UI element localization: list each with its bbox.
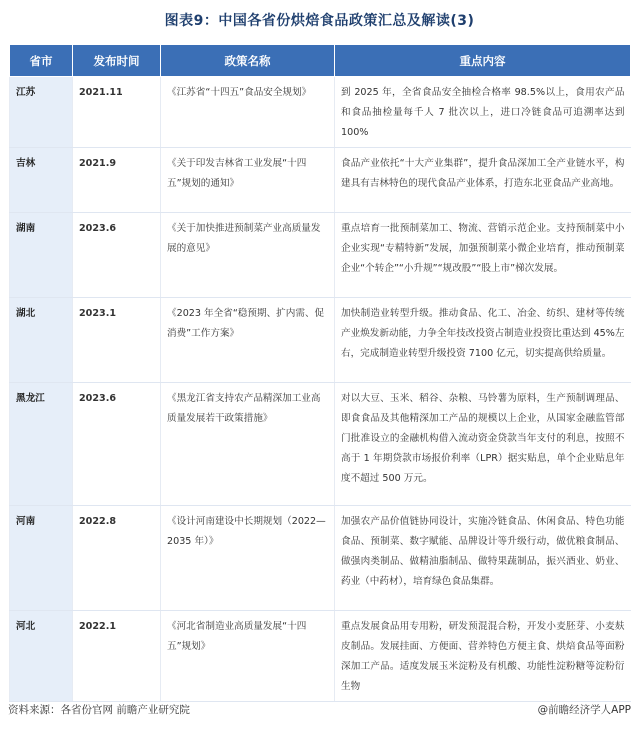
policy-cell: 《关于加快推进预制菜产业高质量发展的意见》 xyxy=(161,213,335,298)
content-cell: 加强农产品价值链协同设计，实施冷链食品、休闲食品、特色功能食品、预制菜、数字赋能、品牌设计等升级行动，做优粮食制品、做强肉类制品、做精油脂制品、做特果蔬制品，振兴酒业、奶业、药业（中药材），培育绿色食品集群。 xyxy=(335,506,631,611)
date-cell: 2022.8 xyxy=(73,506,161,611)
date-cell: 2021.9 xyxy=(73,148,161,213)
date-cell: 2022.1 xyxy=(73,611,161,702)
table-row xyxy=(10,213,631,298)
policy-cell: 《设计河南建设中长期规划（2022—2035 年）》 xyxy=(161,506,335,611)
header-province: 省市 xyxy=(10,45,73,77)
header-date: 发布时间 xyxy=(73,45,161,77)
content-cell: 加快制造业转型升级。推动食品、化工、冶金、纺织、建材等传统产业焕发新动能，力争全年技改投资占制造业投资比重达到 45%左右，完成制造业转型升级投资 7100 亿元，切实提高供给质量。 xyxy=(335,298,631,383)
province-cell: 湖南 xyxy=(10,213,73,298)
content-cell: 对以大豆、玉米、稻谷、杂粮、马铃薯为原料，生产预制调理品、即食食品及其他精深加工产品的规模以上企业，从国家金融监管部门批准设立的金融机构借入流动资金贷款当年支付的利息，按照不高于 1 年期贷款市场报价利率（LPR）据实贴息，单个企业贴息年度不超过 500 万元。 xyxy=(335,383,631,506)
content-cell: 重点发展食品用专用粉，研发预混混合粉，开发小麦胚芽、小麦麸皮制品。发展挂面、方便面、营养特色方便主食、烘焙食品等面粉深加工产品。适度发展玉米淀粉及有机酸、功能性淀粉糖等淀粉衍生物 xyxy=(335,611,631,702)
content-cell: 食品产业依托“十大产业集群”，提升食品深加工全产业链水平，构建具有吉林特色的现代食品产业体系，打造东北亚食品产业高地。 xyxy=(335,148,631,213)
policy-cell: 《2023 年全省“稳预期、扩内需、促消费”工作方案》 xyxy=(161,298,335,383)
policy-cell: 《江苏省“十四五”食品安全规划》 xyxy=(161,77,335,148)
table-header-row xyxy=(10,45,631,77)
province-cell: 河北 xyxy=(10,611,73,702)
date-cell: 2023.1 xyxy=(73,298,161,383)
province-cell: 河南 xyxy=(10,506,73,611)
header-policy: 政策名称 xyxy=(161,45,335,77)
table-row xyxy=(10,506,631,611)
table-row xyxy=(10,77,631,148)
date-cell: 2021.11 xyxy=(73,77,161,148)
table-row xyxy=(10,148,631,213)
content-cell: 到 2025 年，全省食品安全抽检合格率 98.5%以上，食用农产品和食品抽检量每千人 7 批次以上，进口冷链食品可追溯率达到 100% xyxy=(335,77,631,148)
province-cell: 湖北 xyxy=(10,298,73,383)
brand-credit: @前瞻经济学人APP xyxy=(537,704,631,716)
date-cell: 2023.6 xyxy=(73,383,161,506)
province-cell: 吉林 xyxy=(10,148,73,213)
page-title: 图表9：中国各省份烘焙食品政策汇总及解读(3) xyxy=(164,13,475,29)
policy-table xyxy=(9,44,631,702)
header-content: 重点内容 xyxy=(335,45,631,77)
table-row xyxy=(10,383,631,506)
source-note: 资料来源：各省份官网 前瞻产业研究院 xyxy=(8,704,190,716)
policy-cell: 《黑龙江省支持农产品精深加工业高质量发展若干政策措施》 xyxy=(161,383,335,506)
province-cell: 黑龙江 xyxy=(10,383,73,506)
policy-cell: 《关于印发吉林省工业发展“十四五”规划的通知》 xyxy=(161,148,335,213)
table-row xyxy=(10,298,631,383)
policy-cell: 《河北省制造业高质量发展“十四五”规划》 xyxy=(161,611,335,702)
date-cell: 2023.6 xyxy=(73,213,161,298)
province-cell: 江苏 xyxy=(10,77,73,148)
table-row xyxy=(10,611,631,702)
content-cell: 重点培育一批预制菜加工、物流、营销示范企业。支持预制菜中小企业实现“专精特新”发展，加强预制菜小微企业培育，推动预制菜企业“个转企”“小升规”“规改股”“股上市”梯次发展。 xyxy=(335,213,631,298)
